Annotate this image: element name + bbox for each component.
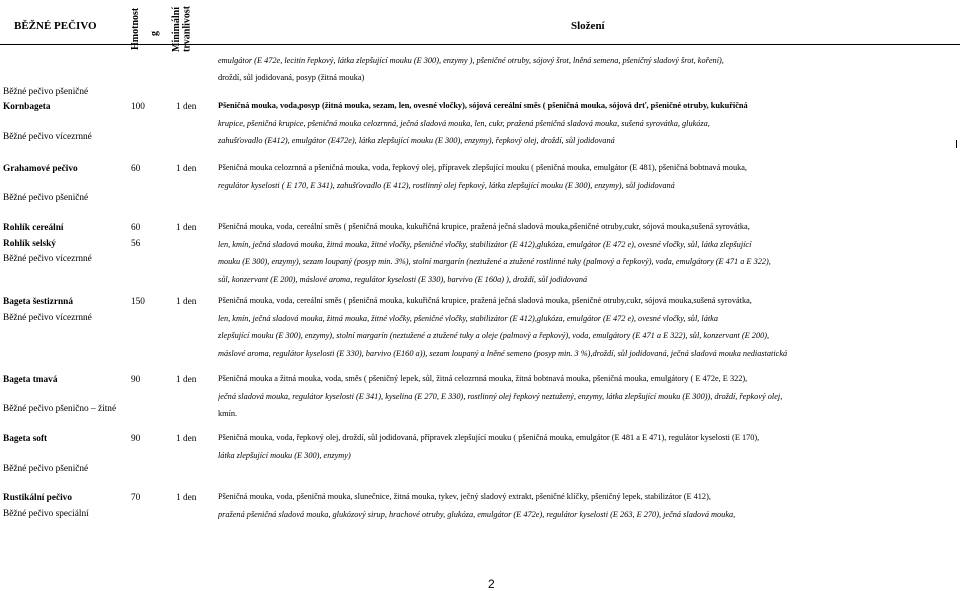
product-weight: 90 xyxy=(131,375,141,385)
product-weight: 56 xyxy=(131,239,141,249)
composition-line: máslové aroma, regulátor kyselosti (E 330), barvivo (E160 a)), sezam loupaný a lněné semeno (posyp min. 3 %),droždí, sůl jodidovaná, ječná sladová mouka nediastatická xyxy=(218,348,788,358)
composition-line: Pšeničná mouka a žitná mouka, voda, směs ( pšeničný lepek, sůl, žitná celozrnná mouka, žitná bobtnavá mouka, pšeničná mouka, emulgátory ( E 472e, E 322), xyxy=(218,374,748,383)
product-shelf-life: 1 den xyxy=(176,493,197,503)
unit-header: g xyxy=(149,31,160,36)
product-name: Bageta soft xyxy=(3,434,48,444)
product-category: Běžné pečivo vícezrnné xyxy=(3,313,92,323)
product-shelf-life: 1 den xyxy=(176,375,197,385)
composition-line: len, kmín, ječná sladová mouka, žitná mouka, žitné vločky, pšeničné vločky, stabilizátor (E 412),glukóza, emulgátor (E 472 e), ovesné vločky, sůl, látka xyxy=(218,313,718,323)
product-weight: 90 xyxy=(131,434,141,444)
intro-category: Běžné pečivo pšeničné xyxy=(3,87,89,97)
composition-line: zahušťovadlo (E412), emulgátor (E472e), látka zlepšující mouku (E 300), enzymy), řepkový olej, droždí, sůl jodidovaná xyxy=(218,136,615,146)
product-weight: 150 xyxy=(131,297,145,307)
product-name: Grahamové pečivo xyxy=(3,164,78,174)
header-divider xyxy=(0,44,960,45)
product-category: Běžné pečivo pšeničné xyxy=(3,464,89,474)
product-composition xyxy=(218,488,954,523)
product-shelf-life: 1 den xyxy=(176,102,197,112)
product-weight: 60 xyxy=(131,164,141,174)
composition-line: len, kmín, ječná sladová mouka, žitná mouka, žitné vločky, pšeničné vločky, stabilizátor (E 412),glukóza, emulgátor (E 472 e), ovesné vločky, sůl, látka zlepšující xyxy=(218,239,752,249)
composition-line: zlepšující mouku (E 300), enzymy), stolní margarín (neztužené a ztužené tuky a oleje (palmový a řepkový), voda, emulgátory (E 471 a E 322), sůl, konzervant (E 200), xyxy=(218,331,770,341)
product-name: Rustikální pečivo xyxy=(3,493,72,503)
composition-header: Složení xyxy=(571,20,605,32)
product-name: Kornbageta xyxy=(3,102,51,112)
product-composition xyxy=(218,97,954,150)
composition-line: pražená pšeničná sladová mouka, glukózový sirup, hrachové otruby, glukóza, emulgátor (E 472e), regulátor kyselosti (E 263, E 270), ječná sladová mouka, xyxy=(218,509,736,519)
product-shelf-life: 1 den xyxy=(176,297,197,307)
weight-header: Hmotnost xyxy=(130,7,141,50)
page-number: 2 xyxy=(488,577,495,591)
composition-line: krupice, pšeničná krupice, pšeničná mouka celozrnná, ječná sladová mouka, len, cukr, pražená pšeničná sladová mouka, sušená syrovátka, glukóza, xyxy=(218,118,710,128)
product-category: Běžné pečivo vícezrnné xyxy=(3,254,92,264)
product-composition xyxy=(218,370,954,423)
cell-border xyxy=(956,140,957,148)
composition-line: mouku (E 300), enzymy), sezam loupaný (posyp min. 3%), stolní margarín (neztužené a ztužené rostlinné tuky (palmový a řepkový), voda, emulgátory (E 471 a E 322), xyxy=(218,257,771,267)
product-composition xyxy=(218,159,954,194)
product-name: Rohlík selský xyxy=(3,239,56,249)
shelf-life-header: Minimální trvanlivost xyxy=(171,5,193,52)
product-shelf-life: 1 den xyxy=(176,223,197,233)
product-weight: 60 xyxy=(131,223,141,233)
product-name: Rohlík cereální xyxy=(3,223,64,233)
product-category: Běžné pečivo pšeničné xyxy=(3,193,89,203)
composition-line: sůl, konzervant (E 200), máslové aroma, regulátor kyselosti (E 330), barvivo (E 160a) ), droždí, sůl jodidovaná xyxy=(218,274,588,284)
table-title: BĚŽNÉ PEČIVO xyxy=(14,20,97,32)
product-shelf-life: 1 den xyxy=(176,164,197,174)
intro-line-2: droždí, sůl jodidovaná, posyp (žitná mouka) xyxy=(218,73,365,82)
product-composition xyxy=(218,218,954,288)
product-composition xyxy=(218,292,954,362)
product-weight: 70 xyxy=(131,493,141,503)
composition-line: Pšeničná mouka, voda, cereální směs ( pšeničná mouka, kukuřičná krupice, pražená ječná sladová mouka,pšeničné otruby,cukr, sójová mouka,sušená syrovátka, xyxy=(218,222,750,231)
product-composition xyxy=(218,429,954,464)
product-category: Běžné pečivo pšenično – žitné xyxy=(3,404,117,414)
product-weight: 100 xyxy=(131,102,145,112)
product-shelf-life: 1 den xyxy=(176,434,197,444)
composition-line: kmín. xyxy=(218,409,238,419)
product-category: Běžné pečivo speciální xyxy=(3,509,89,519)
product-name: Bageta tmavá xyxy=(3,375,58,385)
composition-line: ječná sladová mouka, regulátor kyselosti (E 341), kyselina (E 270, E 330), rostlinný olej řepkový neztužený, enzymy, látka zlepšující mouku (E 300)), droždí, řepkový olej, xyxy=(218,391,783,401)
intro-line-1: emulgátor (E 472e, lecitin řepkový, látka zlepšující mouku (E 300), enzymy ), pšeničné otruby, sójový šrot, lněná semena, pšeničný sladový šrot, koření), xyxy=(218,56,724,65)
product-name: Bageta šestizrnná xyxy=(3,297,73,307)
composition-line: látka zlepšující mouku (E 300), enzymy) xyxy=(218,450,351,460)
composition-line: Pšeničná mouka, voda, pšeničná mouka, slunečnice, žitná mouka, tykev, ječný sladový extrakt, pšeničné klíčky, pšeničný lepek, stabilizátor (E 412), xyxy=(218,492,711,501)
product-category: Běžné pečivo vícezrnné xyxy=(3,132,92,142)
composition-line: Pšeničná mouka, voda, řepkový olej, droždí, sůl jodidovaná, přípravek zlepšující mouku ( pšeničná mouka, emulgátor (E 481 a E 471), regulátor kyselosti (E 170), xyxy=(218,433,760,442)
composition-line: Pšeničná mouka, voda,posyp (žitná mouka, sezam, len, ovesné vločky), sójová cereální směs ( pšeničná mouka, sójová drť, pšeničné otruby, kukuřičná xyxy=(218,101,748,110)
composition-line: regulátor kyselosti ( E 170, E 341), zahušťovadlo (E 412), rostlinný olej řepkový, látka zlepšující mouku (E 300), enzymy), sůl jodidovaná xyxy=(218,180,675,190)
composition-line: Pšeničná mouka, voda, cereální směs ( pšeničná mouka, kukuřičná krupice, pražená ječná sladová mouka, pšeničné otruby,cukr, sójová mouka,sušená syrovátka, xyxy=(218,296,752,305)
composition-line: Pšeničná mouka celozrnná a pšeničná mouka, voda, řepkový olej, přípravek zlepšující mouku ( pšeničná mouka, emulgátor (E 481), pšeničná bobtnavá mouka, xyxy=(218,163,747,172)
